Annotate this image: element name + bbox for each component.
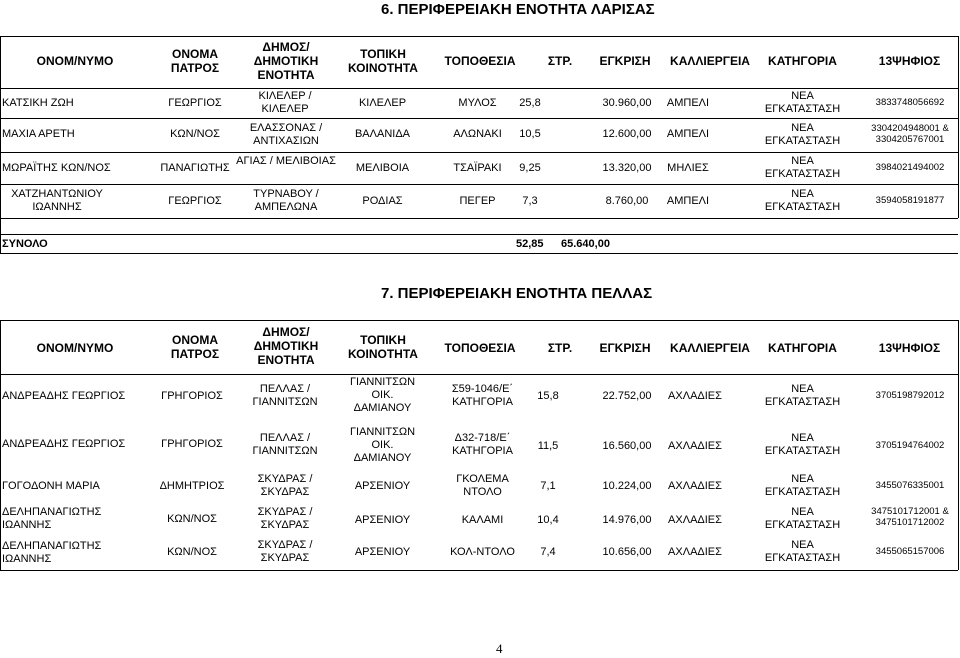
header-community: ΤΟΠΙΚΗ ΚΟΙΝΟΤΗΤΑ: [348, 333, 418, 361]
cell-father: ΓΕΩΡΓΙΟΣ: [168, 195, 222, 207]
cell-community: ΑΡΣΕΝΙΟΥ: [354, 546, 411, 558]
table-row: [0, 90, 960, 118]
cell-category: ΝΕΑ ΕΓΚΑΤΑΣΤΑΣΗ: [764, 432, 841, 457]
cell-name: ΚΑΤΣΙΚΗ ΖΩΗ: [2, 97, 74, 109]
cell-approval: 16.560,00: [602, 440, 652, 452]
cell-community: ΓΙΑΝΝΙΤΣΩΝ ΟΙΚ. ΔΑΜΙΑΝΟΥ: [349, 376, 416, 414]
table-row: [0, 504, 960, 536]
cell-crop: ΑΜΠΕΛΙ: [666, 128, 710, 140]
table-row: [0, 472, 960, 504]
cell-area: 10,5: [519, 128, 541, 140]
cell-municipality: ΑΓΙΑΣ / ΜΕΛΙΒΟΙΑΣ: [236, 155, 336, 167]
cell-code: 3705194764002: [875, 440, 945, 451]
cell-code: 3594058191877: [875, 195, 945, 206]
header-approval: ΕΓΚΡΙΣΗ: [599, 54, 651, 68]
cell-community: ΑΡΣΕΝΙΟΥ: [354, 514, 411, 526]
cell-approval: 22.752,00: [602, 390, 652, 402]
cell-code: 3475101712001 & 3475101712002: [871, 506, 949, 528]
section-6-title: 6. ΠΕΡΙΦΕΡΕΙΑΚΗ ΕΝΟΤΗΤΑ ΛΑΡΙΣΑΣ: [381, 1, 655, 18]
cell-code: 3833748056692: [875, 97, 945, 108]
cell-community: ΑΡΣΕΝΙΟΥ: [354, 480, 411, 492]
header-father: ΟΝΟΜΑ ΠΑΤΡΟΣ: [170, 47, 220, 75]
cell-code: 3304204948001 & 3304205767001: [871, 123, 949, 145]
total-label: ΣΥΝΟΛΟ: [2, 238, 48, 250]
cell-crop: ΜΗΛΙΕΣ: [667, 162, 709, 174]
cell-approval: 8.760,00: [605, 195, 649, 207]
header-father: ΟΝΟΜΑ ΠΑΤΡΟΣ: [170, 333, 220, 361]
cell-approval: 10.224,00: [602, 480, 652, 492]
cell-category: ΝΕΑ ΕΓΚΑΤΑΣΤΑΣΗ: [764, 188, 841, 213]
cell-area: 7,4: [540, 546, 556, 558]
cell-approval: 30.960,00: [602, 97, 652, 109]
table-row: [0, 536, 960, 570]
cell-approval: 12.600,00: [602, 128, 652, 140]
section-7-title: 7. ΠΕΡΙΦΕΡΕΙΑΚΗ ΕΝΟΤΗΤΑ ΠΕΛΛΑΣ: [381, 285, 653, 302]
cell-crop: ΑΧΛΑΔΙΕΣ: [668, 440, 722, 452]
cell-crop: ΑΜΠΕΛΙ: [666, 97, 710, 109]
cell-location: Σ59-1046/Ε΄ ΚΑΤΗΓΟΡΙΑ: [451, 383, 514, 408]
header-code: 13ΨΗΦΙΟΣ: [878, 54, 941, 68]
header-crop: ΚΑΛΛΙΕΡΓΕΙΑ: [670, 54, 750, 68]
cell-category: ΝΕΑ ΕΓΚΑΤΑΣΤΑΣΗ: [764, 155, 841, 180]
header-category: ΚΑΤΗΓΟΡΙΑ: [768, 54, 837, 68]
cell-crop: ΑΧΛΑΔΙΕΣ: [668, 480, 722, 492]
cell-crop: ΑΜΠΕΛΙ: [666, 195, 710, 207]
cell-code: 3455065157006: [875, 546, 945, 557]
cell-name: ΜΑΧΙΑ ΑΡΕΤΗ: [2, 128, 75, 140]
cell-name: ΓΟΓΟΔΟΝΗ ΜΑΡΙΑ: [2, 480, 100, 492]
cell-area: 7,3: [522, 195, 538, 207]
header-municipality: ΔΗΜΟΣ/ ΔΗΜΟΤΙΚΗ ΕΝΟΤΗΤΑ: [253, 40, 319, 82]
total-area: 52,85: [516, 238, 544, 250]
cell-area: 15,8: [537, 390, 559, 402]
cell-father: ΚΩΝ/ΝΟΣ: [167, 513, 217, 525]
cell-code: 3984021494002: [875, 162, 945, 173]
cell-category: ΝΕΑ ΕΓΚΑΤΑΣΤΑΣΗ: [764, 506, 841, 531]
cell-approval: 10.656,00: [602, 546, 652, 558]
cell-father: ΚΩΝ/ΝΟΣ: [167, 546, 217, 558]
cell-community: ΓΙΑΝΝΙΤΣΩΝ ΟΙΚ. ΔΑΜΙΑΝΟΥ: [349, 426, 416, 464]
cell-crop: ΑΧΛΑΔΙΕΣ: [668, 546, 722, 558]
cell-name: ΑΝΔΡΕΑΔΗΣ ΓΕΩΡΓΙΟΣ: [2, 390, 126, 402]
table-row: [0, 376, 960, 428]
cell-location: ΑΛΩΝΑΚΙ: [453, 128, 502, 140]
cell-municipality: ΚΙΛΕΛΕΡ / ΚΙΛΕΛΕΡ: [258, 90, 312, 115]
header-location: ΤΟΠΟΘΕΣΙΑ: [444, 54, 516, 68]
header-code: 13ΨΗΦΙΟΣ: [878, 341, 941, 355]
cell-crop: ΑΧΛΑΔΙΕΣ: [668, 514, 722, 526]
cell-municipality: ΕΛΑΣΣΟΝΑΣ / ΑΝΤΙΧΑΣΙΩΝ: [249, 122, 323, 147]
cell-municipality: ΣΚΥΔΡΑΣ / ΣΚΥΔΡΑΣ: [257, 506, 313, 531]
total-row: [0, 236, 960, 253]
cell-location: ΚΟΛ-ΝΤΟΛΟ: [450, 546, 515, 558]
cell-community: ΜΕΛΙΒΟΙΑ: [355, 162, 410, 174]
cell-category: ΝΕΑ ΕΓΚΑΤΑΣΤΑΣΗ: [764, 383, 841, 408]
cell-location: ΚΑΛΑΜΙ: [461, 514, 504, 526]
cell-location: ΓΚΟΛΕΜΑ ΝΤΟΛΟ: [456, 473, 509, 498]
header-category: ΚΑΤΗΓΟΡΙΑ: [768, 341, 837, 355]
cell-area: 11,5: [537, 440, 559, 452]
header-approval: ΕΓΚΡΙΣΗ: [599, 341, 651, 355]
header-name: ΟΝΟΜ/ΝΥΜΟ: [36, 341, 114, 355]
cell-area: 7,1: [540, 480, 556, 492]
cell-community: ΒΑΛΑΝΙΔΑ: [354, 128, 411, 140]
cell-name: ΜΩΡΑΪΤΗΣ ΚΩΝ/ΝΟΣ: [2, 162, 111, 174]
table-row: [0, 186, 960, 218]
cell-code: 3455076335001: [875, 480, 945, 491]
cell-father: ΓΕΩΡΓΙΟΣ: [168, 97, 222, 109]
cell-approval: 14.976,00: [602, 514, 652, 526]
header-community: ΤΟΠΙΚΗ ΚΟΙΝΟΤΗΤΑ: [348, 47, 418, 75]
table-row: [0, 153, 960, 184]
cell-municipality: ΤΥΡΝΑΒΟΥ / ΑΜΠΕΛΩΝΑ: [253, 188, 319, 213]
header-location: ΤΟΠΟΘΕΣΙΑ: [444, 341, 516, 355]
header-area: ΣΤΡ.: [547, 54, 573, 68]
page-number: 4: [496, 641, 503, 656]
cell-area: 9,25: [519, 162, 541, 174]
cell-municipality: ΠΕΛΛΑΣ / ΓΙΑΝΝΙΤΣΩΝ: [252, 432, 318, 457]
cell-community: ΚΙΛΕΛΕΡ: [358, 97, 407, 109]
cell-category: ΝΕΑ ΕΓΚΑΤΑΣΤΑΣΗ: [764, 473, 841, 498]
cell-location: ΜΥΛΟΣ: [458, 97, 497, 109]
cell-approval: 13.320,00: [602, 162, 652, 174]
cell-municipality: ΣΚΥΔΡΑΣ / ΣΚΥΔΡΑΣ: [257, 539, 313, 564]
cell-father: ΚΩΝ/ΝΟΣ: [170, 128, 220, 140]
total-approval: 65.640,00: [561, 238, 610, 250]
cell-name: ΔΕΛΗΠΑΝΑΓΙΩΤΗΣ ΙΩΑΝΝΗΣ: [2, 540, 102, 565]
cell-name: ΧΑΤΖΗΑΝΤΩΝΙΟΥ ΙΩΑΝΝΗΣ: [11, 188, 103, 213]
cell-father: ΓΡΗΓΟΡΙΟΣ: [161, 390, 223, 402]
table-row: [0, 120, 960, 152]
cell-father: ΔΗΜΗΤΡΙΟΣ: [159, 480, 225, 492]
header-area: ΣΤΡ.: [547, 341, 573, 355]
cell-father: ΓΡΗΓΟΡΙΟΣ: [161, 438, 223, 450]
cell-area: 10,4: [537, 514, 559, 526]
cell-category: ΝΕΑ ΕΓΚΑΤΑΣΤΑΣΗ: [764, 122, 841, 147]
cell-municipality: ΣΚΥΔΡΑΣ / ΣΚΥΔΡΑΣ: [257, 473, 313, 498]
cell-municipality: ΠΕΛΛΑΣ / ΓΙΑΝΝΙΤΣΩΝ: [252, 383, 318, 408]
cell-name: ΑΝΔΡΕΑΔΗΣ ΓΕΩΡΓΙΟΣ: [2, 438, 126, 450]
cell-category: ΝΕΑ ΕΓΚΑΤΑΣΤΑΣΗ: [764, 539, 841, 564]
header-name: ΟΝΟΜ/ΝΥΜΟ: [36, 54, 114, 68]
cell-crop: ΑΧΛΑΔΙΕΣ: [668, 390, 722, 402]
cell-area: 25,8: [519, 97, 541, 109]
table-row: [0, 428, 960, 474]
cell-location: ΠΕΓΕΡ: [459, 195, 496, 207]
cell-location: ΤΣΑΪΡΑΚΙ: [453, 162, 502, 174]
cell-father: ΠΑΝΑΓΙΩΤΗΣ: [160, 162, 230, 174]
cell-community: ΡΟΔΙΑΣ: [362, 195, 403, 207]
cell-code: 3705198792012: [875, 390, 945, 401]
cell-name: ΔΕΛΗΠΑΝΑΓΙΩΤΗΣ ΙΩΑΝΝΗΣ: [2, 506, 102, 531]
header-municipality: ΔΗΜΟΣ/ ΔΗΜΟΤΙΚΗ ΕΝΟΤΗΤΑ: [253, 325, 319, 367]
cell-location: Δ32-718/Ε΄ ΚΑΤΗΓΟΡΙΑ: [452, 432, 513, 457]
header-crop: ΚΑΛΛΙΕΡΓΕΙΑ: [670, 341, 750, 355]
cell-category: ΝΕΑ ΕΓΚΑΤΑΣΤΑΣΗ: [764, 90, 841, 115]
